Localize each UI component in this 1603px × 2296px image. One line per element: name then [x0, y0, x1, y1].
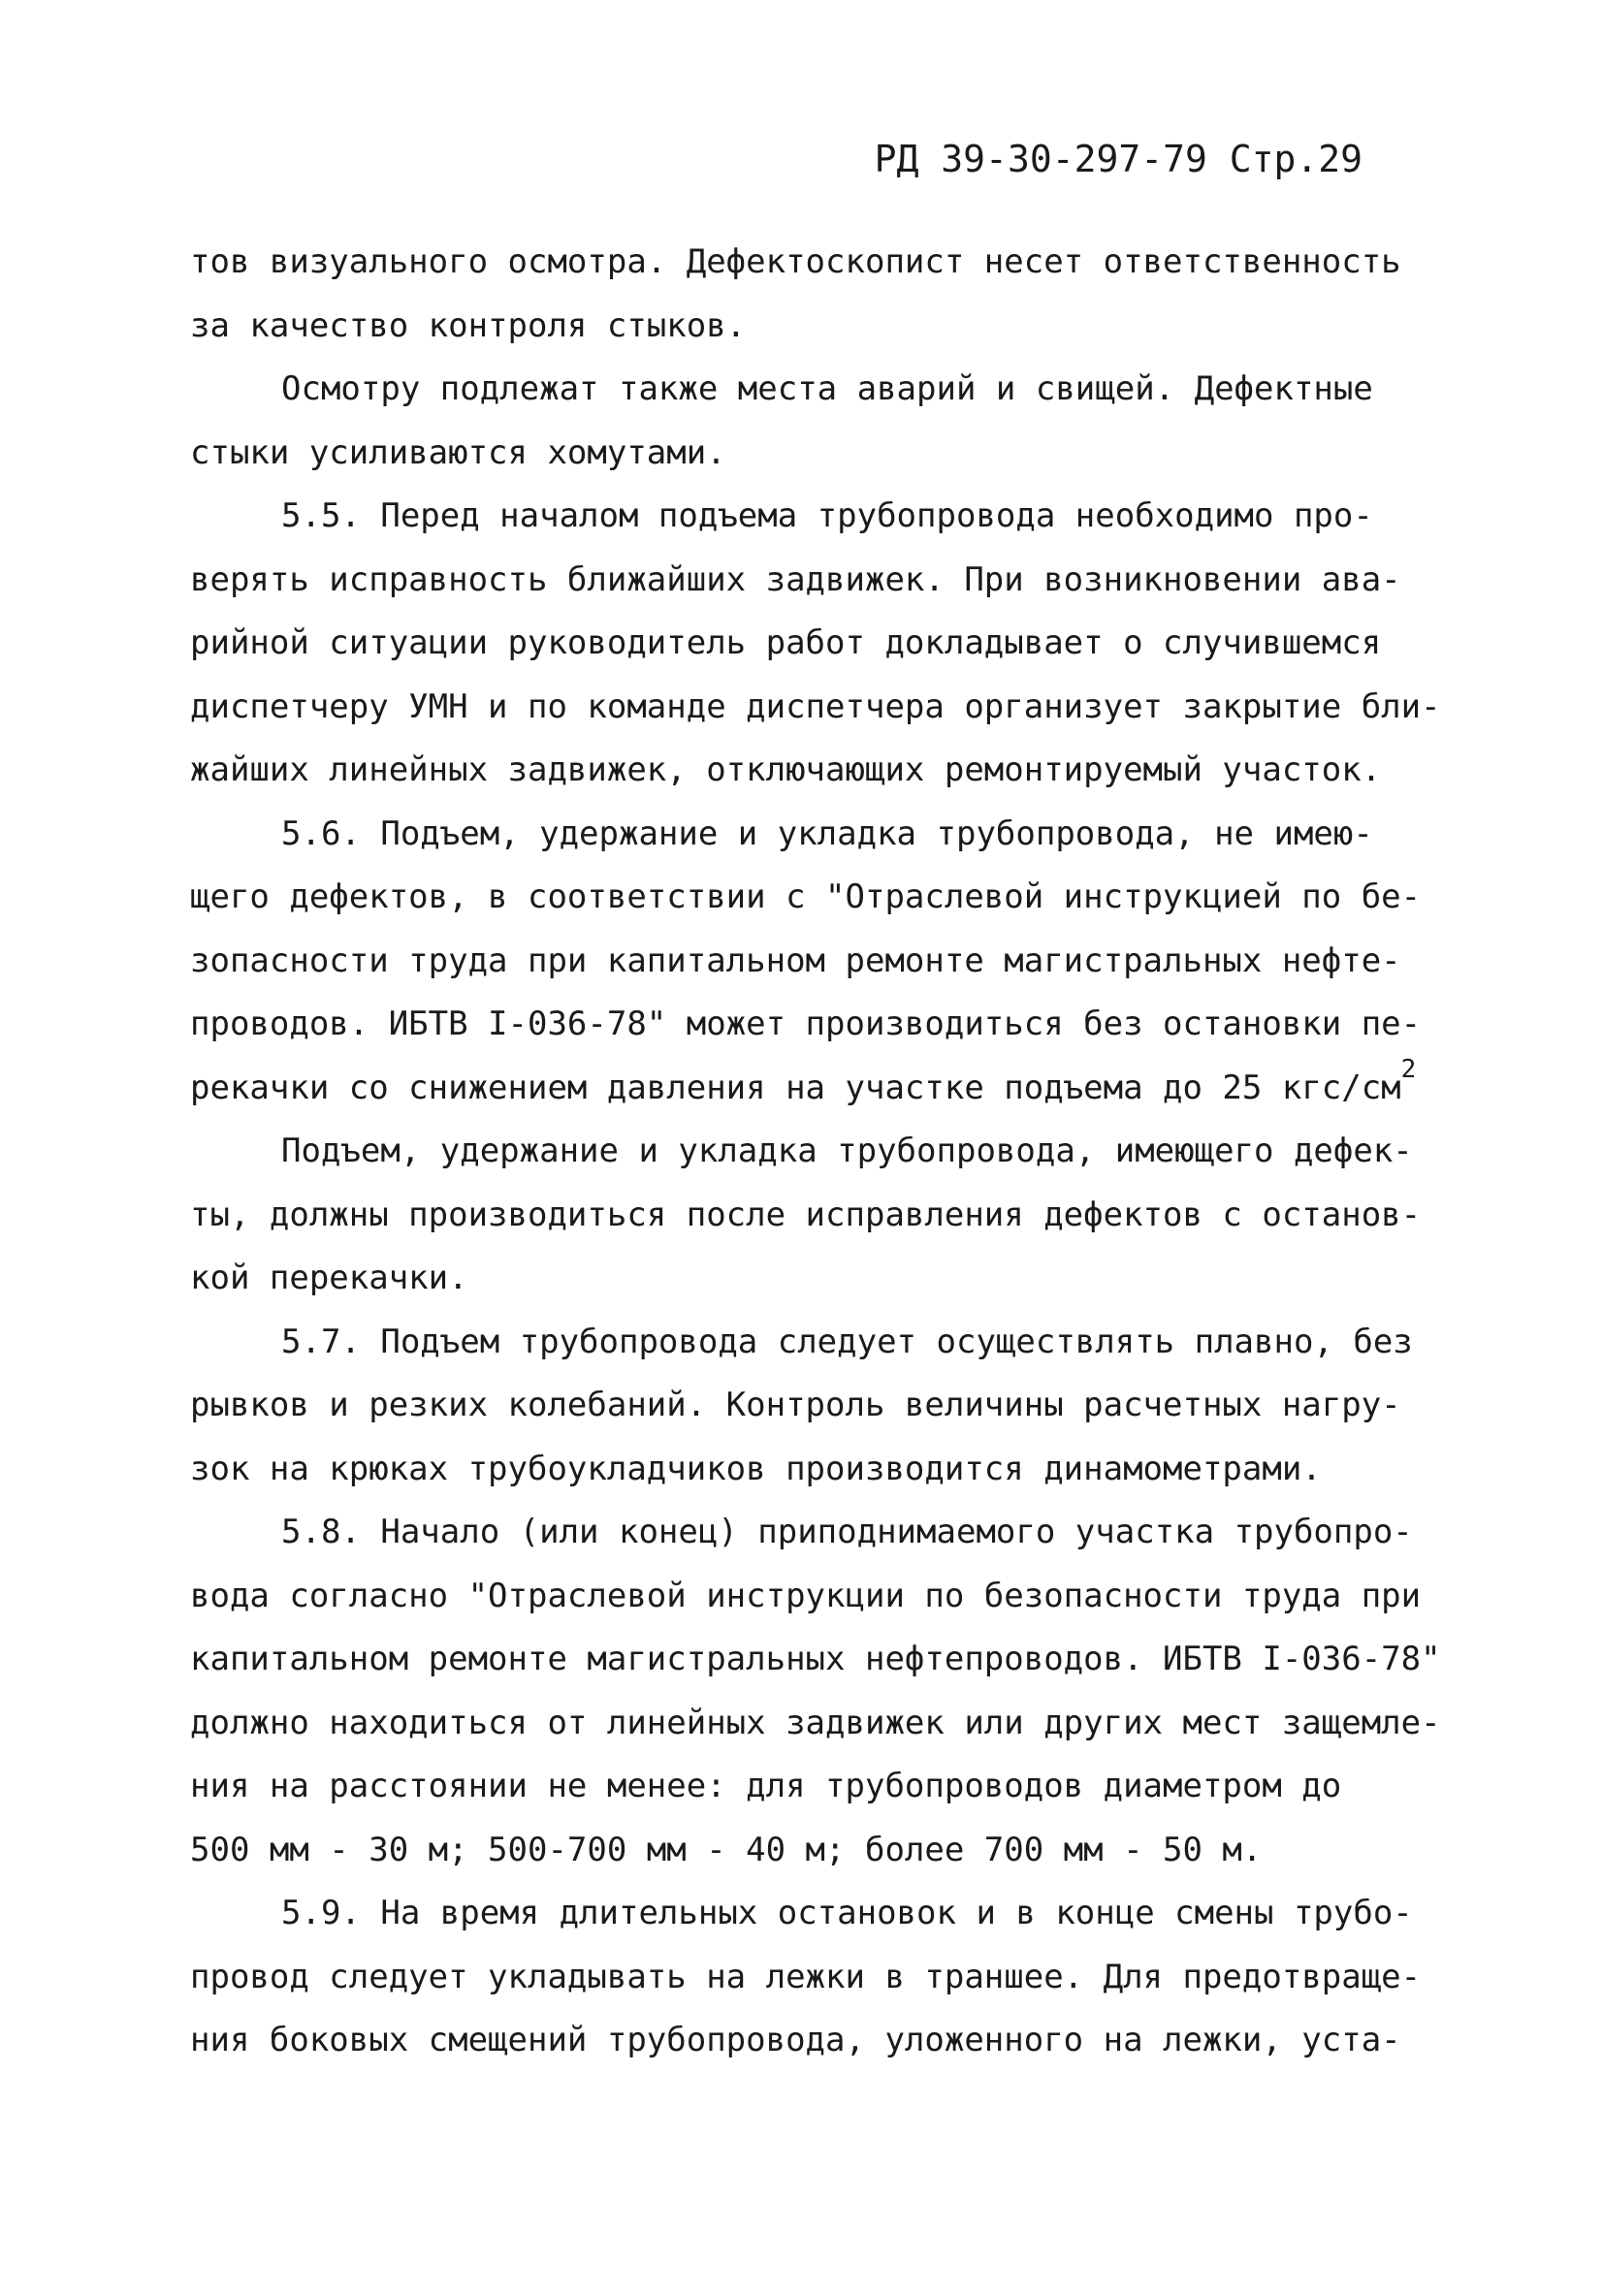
text-line: рекачки со снижением давления на участке подъема до 25 кгс/см	[190, 1068, 1401, 1107]
text-line: 5.6. Подъем, удержание и укладка трубопровода, не имею-	[281, 813, 1373, 853]
text-line: ния на расстоянии не менее: для трубопроводов диаметром до	[190, 1767, 1342, 1805]
text-line: зопасности труда при капитальном ремонте магистральных нефте-	[190, 941, 1401, 980]
text-line-with-superscript	[190, 1054, 1422, 1121]
text-line: проводов. ИБТВ I-036-78" может производиться без остановки пе-	[190, 1004, 1422, 1043]
superscript: 2	[1400, 1054, 1417, 1084]
text-line: ния боковых смещений трубопровода, уложенного на лежки, уста-	[190, 2021, 1401, 2059]
text-line: 5.8. Начало (или конец) приподнимаемого участка трубопро-	[281, 1513, 1413, 1551]
text-line: ты, должны производиться после исправления дефектов с останов-	[190, 1195, 1422, 1234]
text-line: диспетчеру УМН и по команде диспетчера организует закрытие бли-	[190, 686, 1441, 726]
text-line: стыки усиливаются хомутами.	[190, 432, 726, 472]
text-line: 5.9. На время длительных остановок и в конце смены трубо-	[281, 1894, 1413, 1932]
text-line: капитальном ремонте магистральных нефтепроводов. ИБТВ I-036-78"	[190, 1640, 1441, 1678]
text-line: должно находиться от линейных задвижек или других мест защемле-	[190, 1703, 1441, 1742]
text-line: вода согласно "Отраслевой инструкции по безопасности труда при	[190, 1576, 1422, 1615]
text-line: кой перекачки.	[190, 1259, 468, 1297]
text-line: 500 мм - 30 м; 500-700 мм - 40 м; более 700 мм - 50 м.	[190, 1830, 1263, 1869]
text-line: провод следует укладывать на лежки в траншее. Для предотвраще-	[190, 1957, 1422, 1996]
page-header: РД 39-30-297-79 Стр.29	[874, 138, 1363, 180]
text-line: Осмотру подлежат также места аварий и свищей. Дефектные	[281, 369, 1373, 408]
text-line: зок на крюках трубоукладчиков производится динамометрами.	[190, 1449, 1322, 1488]
body-text	[190, 231, 1441, 2073]
text-line: Подъем, удержание и укладка трубопровода, имеющего дефек-	[281, 1132, 1413, 1170]
text-line: щего дефектов, в соответствии с "Отраслевой инструкцией по бе-	[190, 877, 1422, 916]
text-line: жайших линейных задвижек, отключающих ремонтируемый участок.	[190, 750, 1382, 789]
text-line: рийной ситуации руководитель работ докладывает о случившемся	[190, 623, 1382, 662]
text-line: рывков и резких колебаний. Контроль величины расчетных нагру-	[190, 1386, 1401, 1424]
text-line: 5.7. Подъем трубопровода следует осуществлять плавно, без	[281, 1322, 1413, 1361]
text-line: за качество контроля стыков.	[190, 305, 747, 345]
text-line: верять исправность ближайших задвижек. При возникновении ава-	[190, 559, 1401, 599]
text-line: тов визуального осмотра. Дефектоскопист несет ответственность	[190, 242, 1401, 281]
text-line: 5.5. Перед началом подъема трубопровода необходимо про-	[281, 496, 1373, 535]
